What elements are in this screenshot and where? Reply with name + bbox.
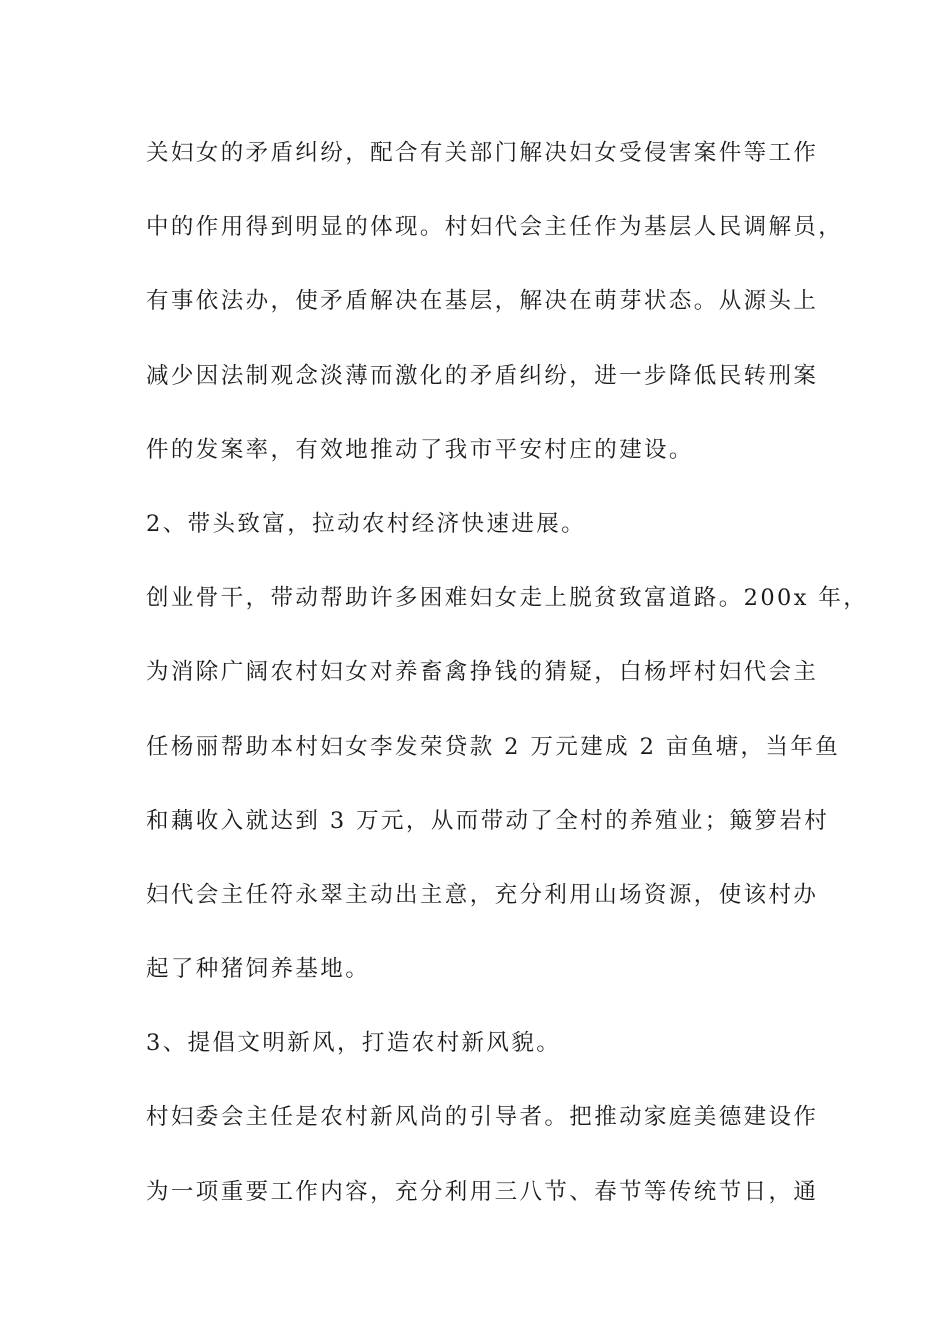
text-line: 为一项重要工作内容，充分利用三八节、春节等传统节日，通	[146, 1178, 819, 1205]
text-line: 创业骨干，带动帮助许多困难妇女走上脱贫致富道路。200x 年，	[146, 585, 869, 612]
section-heading: 2、带头致富，拉动农村经济快速进展。	[146, 510, 587, 537]
text-line: 有事依法办，使矛盾解决在基层，解决在萌芽状态。从源头上	[146, 288, 819, 315]
section-heading: 3、提倡文明新风，打造农村新风貌。	[146, 1030, 562, 1057]
text-line: 妇代会主任符永翠主动出主意，充分利用山场资源，使该村办	[146, 881, 819, 908]
text-line: 任杨丽帮助本村妇女李发荣贷款 2 万元建成 2 亩鱼塘，当年鱼	[146, 733, 841, 760]
document-body	[146, 131, 869, 1244]
text-line: 和藕收入就达到 3 万元，从而带动了全村的养殖业；簸箩岩村	[146, 807, 830, 834]
text-line: 减少因法制观念淡薄而激化的矛盾纠纷，进一步降低民转刑案	[146, 362, 819, 389]
text-line: 关妇女的矛盾纠纷，配合有关部门解决妇女受侵害案件等工作	[146, 140, 819, 166]
text-line: 村妇委会主任是农村新风尚的引导者。把推动家庭美德建设作	[146, 1104, 819, 1131]
text-line: 件的发案率，有效地推动了我市平安村庄的建设。	[146, 436, 694, 463]
text-line: 起了种猪饲养基地。	[146, 956, 371, 983]
text-line: 中的作用得到明显的体现。村妇代会主任作为基层人民调解员，	[146, 214, 844, 241]
text-line: 为消除广阔农村妇女对养畜禽挣钱的猜疑，白杨坪村妇代会主	[146, 659, 819, 686]
